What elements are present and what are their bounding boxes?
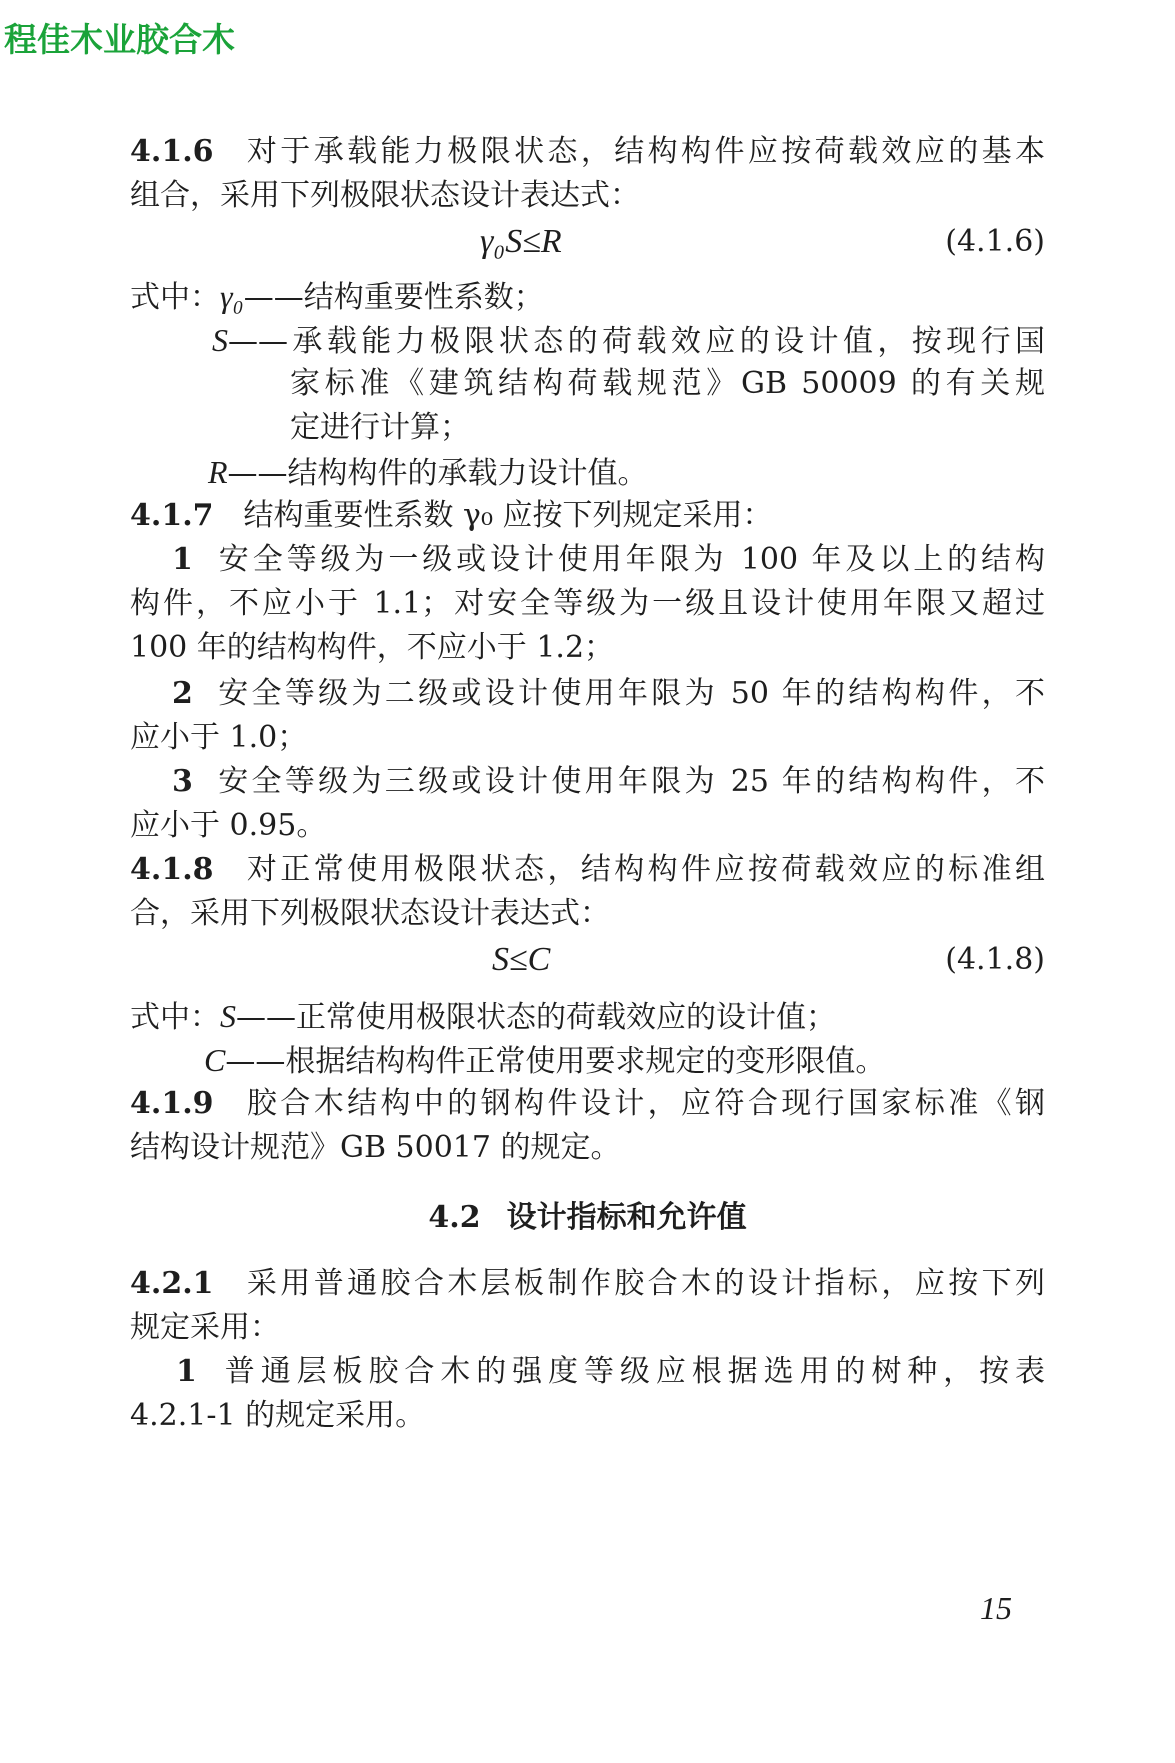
list-item-3-line1 [172,760,1045,804]
item-text: 安全等级为一级或设计使用年限为 100 年及以上的结构 [214,542,1045,577]
item-number: 2 [172,676,193,711]
clause-4-2-1-line2: 规定采用： [130,1310,280,1345]
clause-text: 胶合木结构中的钢构件设计，应符合现行国家标准《钢 [243,1086,1045,1121]
item-number: 1 [172,542,193,577]
formula-4-1-8 [130,938,1045,982]
clause-4-1-6-line1 [130,130,1045,174]
item-text: 安全等级为二级或设计使用年限为 50 年的结构构件，不 [214,676,1045,711]
list-item-1-line3: 100 年的结构构件，不应小于 1.2； [130,630,615,665]
clause-4-1-8-line2: 合，采用下列极限状态设计表达式： [130,896,610,931]
where-prefix: 式中： [130,280,220,315]
clause-4-1-9-line1 [130,1082,1045,1126]
clause-text: 结构重要性系数 γ₀ 应按下列规定采用： [243,498,773,533]
clause-number: 4.1.8 [130,852,214,887]
symbol: R [208,454,228,490]
formula-tag: (4.1.6) [945,224,1045,259]
where-line [130,994,1045,1040]
clause-text: 采用普通胶合木层板制作胶合木的设计指标，应按下列 [243,1266,1045,1301]
clause-4-1-7-line1 [130,494,1045,538]
item-text: 普通层板胶合木的强度等级应根据选用的树种，按表 [218,1354,1045,1389]
def-line [212,318,1045,364]
item-text: 安全等级为三级或设计使用年限为 25 年的结构构件，不 [214,764,1045,799]
clause-number: 4.1.9 [130,1086,214,1121]
watermark-text: 程佳木业胶合木 [4,20,235,59]
item-number: 1 [176,1354,197,1389]
clause-text: 对于承载能力极限状态，结构构件应按荷载效应的基本 [243,134,1045,169]
symbol: S [220,998,236,1034]
page-number: 15 [980,1590,1012,1626]
list-item-1-line1 [176,1350,1045,1394]
clause-number: 4.1.7 [130,498,214,533]
clause-4-1-8-line1 [130,848,1045,892]
def-line: 家标准《建筑结构荷载规范》GB 50009 的有关规 [290,366,1045,401]
section-heading [130,1196,1045,1240]
where-line [130,274,1045,320]
formula-tag: (4.1.8) [945,942,1045,977]
clause-number: 4.2.1 [130,1266,214,1301]
list-item-1-line2: 构件，不应小于 1.1；对安全等级为一级且设计使用年限又超过 [130,586,1045,621]
formula-4-1-6 [130,220,1045,264]
symbol-definition: ——正常使用极限状态的荷载效应的设计值； [236,1000,836,1035]
clause-number: 4.1.6 [130,134,214,169]
symbol-definition: ——根据结构构件正常使用要求规定的变形限值。 [225,1044,886,1079]
clause-text: 对正常使用极限状态，结构构件应按荷载效应的标准组 [243,852,1045,887]
section-title: 设计指标和允许值 [506,1200,747,1235]
formula-expression: S≤C [492,941,551,978]
clause-4-1-6-line2: 组合，采用下列极限状态设计表达式： [130,178,640,213]
def-line [208,450,1123,496]
symbol-definition: ——结构构件的承载力设计值。 [227,456,648,491]
item-number: 3 [172,764,193,799]
where-prefix: 式中： [130,1000,220,1035]
def-line [204,1038,1119,1084]
symbol-definition: ——结构重要性系数； [243,280,544,315]
symbol: C [204,1042,226,1078]
list-item-1-line2: 4.2.1-1 的规定采用。 [130,1398,426,1433]
symbol-definition: ——承载能力极限状态的荷载效应的设计值，按现行国 [228,324,1045,359]
list-item-2-line1 [172,672,1045,716]
symbol: γ₀ [220,278,244,314]
def-line: 定进行计算； [290,410,470,445]
list-item-1-line1 [172,538,1045,582]
symbol: S [212,322,228,358]
clause-4-2-1-line1 [130,1262,1045,1306]
list-item-3-line2: 应小于 0.95。 [130,808,327,843]
section-number: 4.2 [428,1200,481,1235]
formula-expression: γ₀S≤R [480,223,562,260]
clause-4-1-9-line2: 结构设计规范》GB 50017 的规定。 [130,1130,621,1165]
list-item-2-line2: 应小于 1.0； [130,720,308,755]
